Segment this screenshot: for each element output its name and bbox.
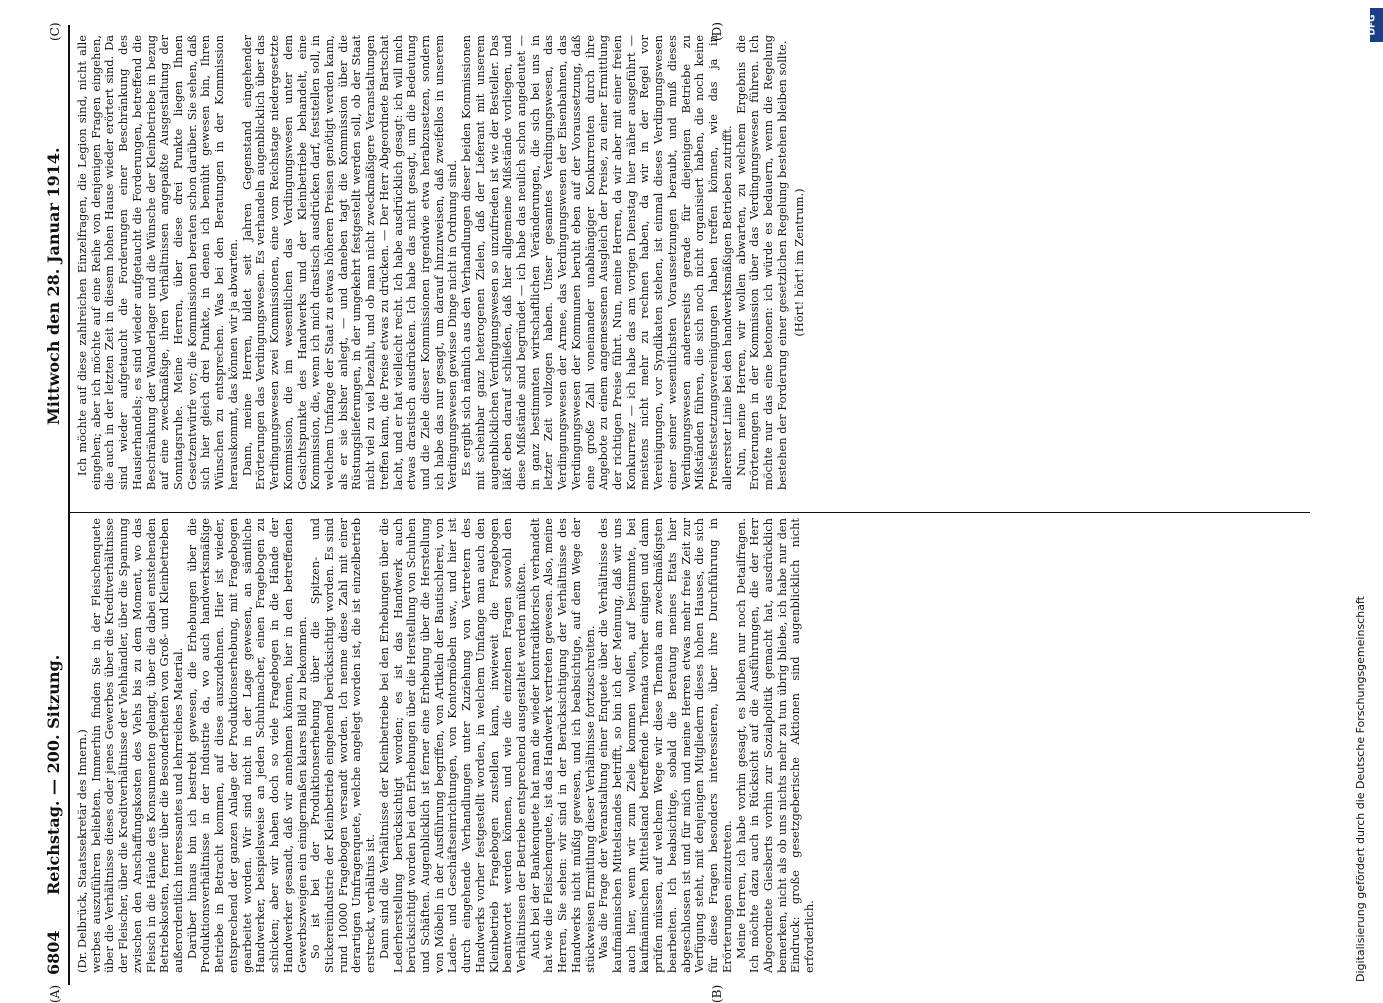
- margin-mark-c: (C): [48, 22, 62, 41]
- paragraph: Ich möchte auf diese zahlreichen Einzelfragen, die Legion sind, nicht alle eingehen; aber ich möchte auf eine Reihe von denjenigen Fragen eingehen, die auch in der letzten Zeit in diesem hohen Hause wieder erörtert sind. Da sind wieder aufgetaucht die Forderungen einer Beschränkung des Hausierhandels; es sind wieder aufgetaucht die Forderungen, betreffend die Beschränkung der Wanderlager und die Wünsche der Kleinbetriebe in bezug auf eine zweckmäßige, ihren Verhältnissen angepaßte Ausgestaltung der Sonntagsruhe. Meine Herren, über diese drei Punkte liegen Ihnen Gesetzentwürfe vor; die Kommissionen beraten schon darüber. Sie sehen, daß sich hier gleich drei Punkte, in denen ich bemüht gewesen bin, Ihren Wünschen zu entsprechen. Was bei den Beratungen in der Kommission herauskommt, das können wir ja abwarten.: [75, 35, 240, 490]
- dfg-logo: [1367, 8, 1383, 42]
- margin-mark-b: (B): [710, 984, 724, 1003]
- paragraph: Darüber hinaus bin ich bestrebt gewesen, die Erhebungen über die Produktionsverhältnisse in der Industrie da, wo auch handwerksmäßige Betriebe in Betracht kommen, auf diese auszudehnen. Hier ist wieder, entsprechend der ganzen Anlage der Produktionserhebung, mit Fragebogen gearbeitet worden. Wir sind nicht in der Lage gewesen, an sämtliche Handwerker, beispielsweise an jeden Schuhmacher, einen Fragebogen zu schicken; aber wir haben doch so viele Fragebogen in die Hände der Handwerker gesandt, daß wir annehmen können, hier in den betreffenden Gewerbszweigen ein einigermaßen klares Bild zu bekommen.: [184, 518, 309, 973]
- paragraph: Auch bei der Bankenquete hat man die wieder kontradiktorisch verhandelt hat wie die Fleischenquete, ist das Handwerk vertreten gewesen. Also, meine Herren, Sie sehen: wir sind in der Berücksichtigung der Verhältnisse des Handwerks nicht müßig gewesen, und ich beabsichtige, auf dem Wege der stückweisen Ermittlung dieser Verhältnisse fortzuschreiten.: [527, 518, 597, 973]
- page-number: 6804: [44, 930, 63, 975]
- header-left-title: Reichstag. — 200. Sitzung.: [44, 654, 63, 895]
- margin-mark-d: (D): [710, 22, 724, 41]
- left-column: [76, 518, 817, 973]
- paragraph: werbes auszuführen beliebten. Immerhin finden Sie in der Fleischenquete über die Verhältnisse dieses oder jenes Gewerbes über die Kreditverhältnisse der Fleischer, über die Kreditverhältnisse der Viehhändler, über die Spannung zwischen den Anschaffungskosten des Viehs bis zu dem Moment, wo das Fleisch in die Hände des Konsumenten gelangt, über die dabei entstehenden Betriebskosten, ferner über die Besonderheiten von Groß- und Kleinbetrieben außerordentlich interessantes und lehrreiches Material.: [88, 518, 186, 973]
- paragraph: Meine Herren, ich habe vorhin gesagt, es bleiben nur noch Detailfragen. Ich möchte dazu auch in Rücksicht auf die Ausführungen, die der Herr Abgeordnete Giesberts vorhin zur Sozialpolitik gemacht hat, ausdrücklich bemerken, nicht als ob uns nichts mehr zu tun übrig bliebe, ich habe nur den Eindruck: große gesetzgeberische Aktionen sind augenblicklich nicht erforderlich.: [733, 518, 817, 973]
- paragraph: Dann, meine Herren, bildet seit Jahren Gegenstand eingehender Erörterungen das Verdingungswesen. Es verhandeln augenblicklich über das Verdingungswesen zwei Kommissionen, eine vom Reichstage niedergesetzte Kommission, die im wesentlichen das Verdingungswesen unter dem Gesichtspunkte des Handwerks und der Kleinbetriebe behandelt, eine Kommission, die, wenn ich mich drastisch ausdrücken darf, feststellen soll, in welchem Umfange der Staat zu etwas höheren Preisen genötigt werden kann, als er sie bisher anlegt, — und daneben tagt die Kommission über die Rüstungslieferungen, in der umgekehrt festgestellt werden soll, ob der Staat nicht viel zu viel bezahlt, und ob man nicht zweckmäßigere Veranstaltungen treffen kann, die Preise etwas zu drücken. — Der Herr Abgeordnete Bartschat lacht, und er hat vielleicht recht. Ich habe ausdrücklich gesagt: ich will mich etwas drastisch ausdrücken. Ich habe das nicht gesagt, um die Bedeutung und die Ziele dieser Kommissionen irgendwie etwa herabzusetzen, sondern ich habe das nur gesagt, um darauf hinzuweisen, daß zweifellos in unserem Verdingungswesen gewisse Dinge nicht in Ordnung sind.: [239, 35, 460, 490]
- paragraph: So ist bei der Produktionserhebung über die Spitzen- und Stickereiindustrie der Kleinbetrieb eingehend berücksichtigt worden. Es sind rund 10000 Fragebogen versandt worden. Ich nenne diese Zahl mit einer derartigen Umfragenquete, welche angelegt worden ist, die ist einzelbetrieb erstreckt, verhältnis ist.: [308, 518, 378, 973]
- paragraph: Was die Frage der Veranstaltung einer Enquete über die Verhältnisse des kaufmännischen Mittelstandes betrifft, so bin ich der Meinung, daß wir uns auch hier, wenn wir zum Ziele kommen wollen, auf bestimmte, bei kaufmännischen Mittelstand betreffende Themata vorher einigen und dann prüfen müssen, auf welchem Wege wir diese Themata am zweckmäßigsten bearbeiten. Ich beabsichtige, sobald die Beratung meines Etats hier abgeschlossen ist und für mich und meine Herren etwas mehr freie Zeit zur Verfügung steht, mit denjenigen Mitgliedern dieses hohen Hauses, die sich für diese Fragen besonders interessieren, über ihre Durchführung in Erörterungen einzutreten.: [596, 518, 734, 973]
- right-column: [76, 35, 807, 490]
- dfg-logo-text: DFG: [1367, 14, 1378, 36]
- margin-mark-a: (A): [48, 984, 62, 1003]
- interjection: (Hört! hört! im Zentrum.): [792, 188, 807, 337]
- paragraph: Dann sind die Verhältnisse der Kleinbetriebe bei den Erhebungen über die Lederherstellung berücksichtigt worden; es ist das Handwerk auch berücksichtigt worden bei den Erhebungen über die Herstellung von Schuhen und Schäften. Augenblicklich ist ferner eine Erhebung über die Herstellung von Möbeln in der Ausführung begriffen, von Artikeln der Bautischlerei, von Laden- und Geschäftseinrichtungen, von Kontormöbeln usw., und hier ist durch eingehende Verhandlungen unter Zuziehung von Vertretern des Handwerks vorher festgestellt worden, in welchem Umfange man auch den Kleinbetrieb Fragebogen zustellen kann, inwieweit die Fragebogen beantwortet werden können, und wie die einzelnen Fragen sowohl den Verhältnissen der Betriebe entsprechend ausgestaltet werden müßten.: [376, 518, 528, 973]
- page-header: [42, 25, 70, 985]
- digitization-credit: Digitalisierung gefördert durch die Deutsche Forschungsgemeinschaft: [1354, 596, 1367, 982]
- header-right-date: Mittwoch den 28. Januar 1914.: [44, 147, 63, 425]
- speaker-attribution: (Dr. Delbrück, Staatssekretär des Innern.): [75, 729, 89, 973]
- paragraph: Es ergibt sich nämlich aus den Verhandlungen dieser beiden Kommissionen mit scheinbar ganz heterogenen Zielen, daß der Lieferant mit unserem augenblicklichen Verdingungswesen so unzufrieden ist wie der Besteller. Das läßt eben darauf schließen, daß hier allgemeine Mißstände vorliegen, und diese Mißstände sind begründet — ich habe das neulich schon angedeutet — in ganz bestimmten wirtschaftlichen Veränderungen, die sich bei uns in letzter Zeit vollzogen haben. Unser gesamtes Verdingungswesen, das Verdingungswesen der Armee, das Verdingungswesen der Eisenbahnen, das Verdingungswesen der Kommunen beruht eben auf der Voraussetzung, daß eine große Zahl voneinander unabhängiger Konkurrenten durch ihre Angebote zu einem angemessenen Ausgleich der Preise, zu einer Ermittlung der richtigen Preise führt. Nun, meine Herren, da wir aber mit einer freien Konkurrenz — ich habe das am vorigen Dienstag hier näher ausgeführt — meistens nicht mehr zu rechnen haben, da wir in der Regel vor Vereinigungen, vor Syndikaten stehen, ist einmal dieses Verdingungswesen einer seiner wesentlichsten Voraussetzungen beraubt, und muß dieses Verdingungswesen andererseits gerade für diejenigen Betriebe zu Mißständen führen, die sich noch nicht organisiert haben, die noch keine Preisfestsetzungsvereinigungen haben treffen können, wie das ja in allererster Linie bei den handwerksmäßigen Betrieben zutrifft.: [459, 35, 734, 490]
- column-divider: [70, 512, 1310, 513]
- rotated-document-page: [42, 22, 1342, 1003]
- paragraph: Nun, meine Herren, wir wollen abwarten, zu welchem Ergebnis die Erörterungen in der Kommission über das Verdingungswesen führen. Ich möchte nur das eine betonen: ich würde es bedauern, wenn die Regelung bestehen der Forderung einer gesetzlichen Regelung bestehen bleiben sollte.: [733, 35, 789, 490]
